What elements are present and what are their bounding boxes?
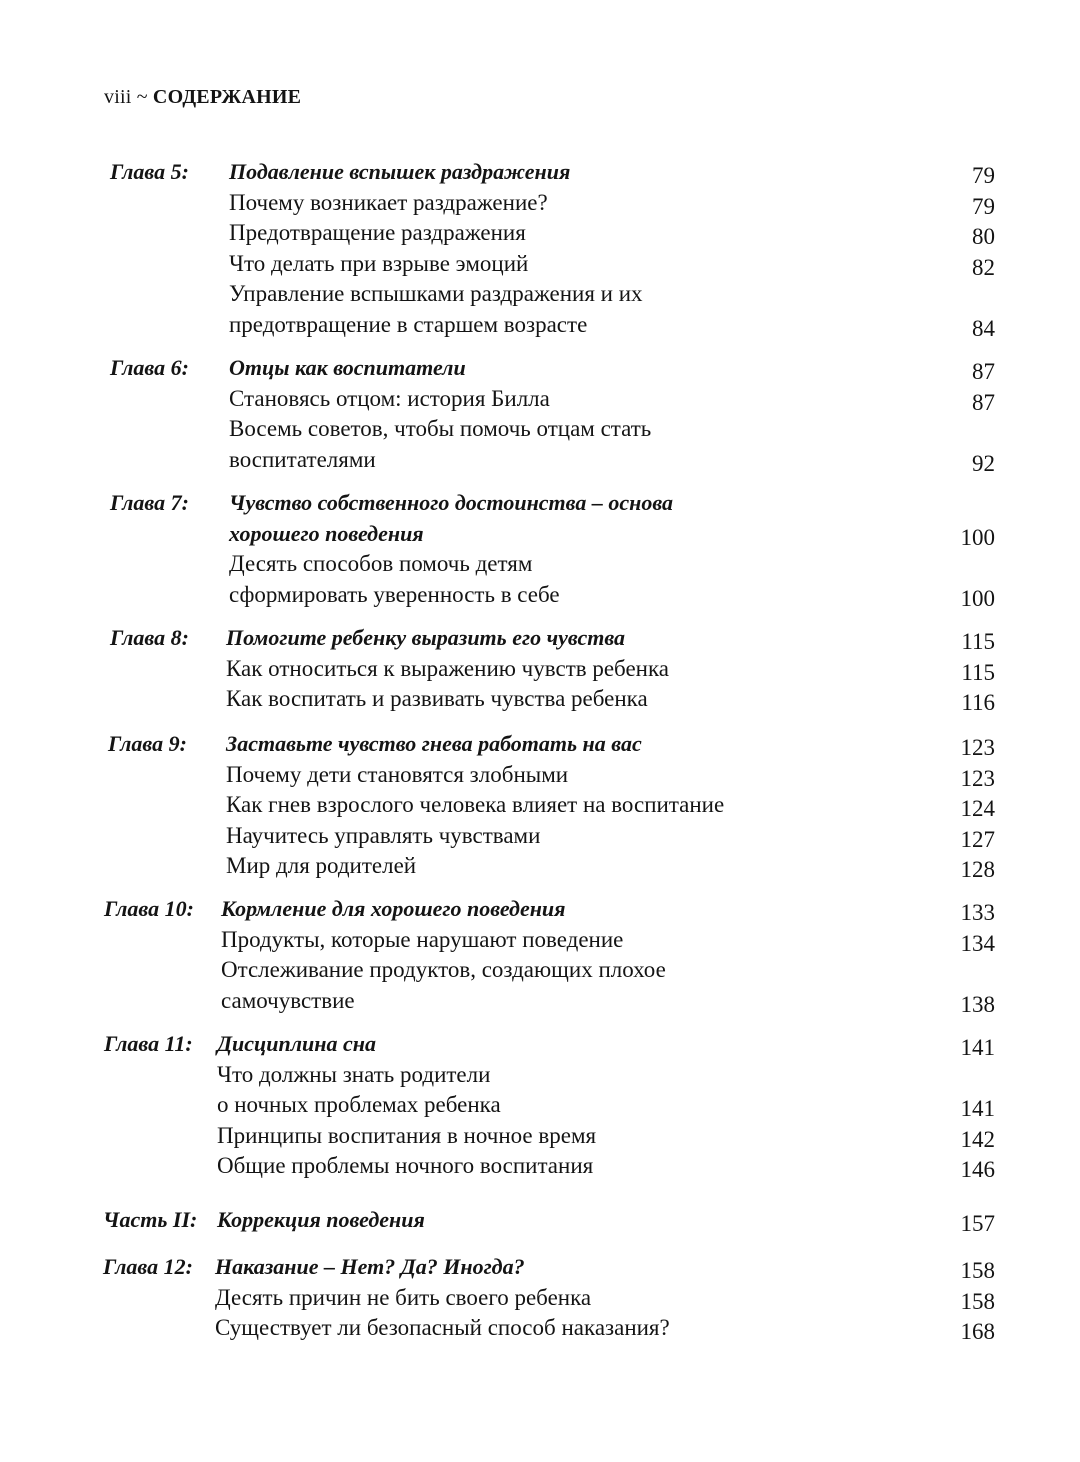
chapter-label: Глава 5: bbox=[110, 159, 189, 184]
entry-page-number: 116 bbox=[961, 690, 995, 715]
chapter-title: Помогите ребенку выразить его чувства bbox=[226, 625, 626, 650]
chapter-label: Часть II: bbox=[103, 1207, 198, 1232]
chapter-title: Чувство собственного достоинства – основа bbox=[229, 490, 673, 515]
header-title: СОДЕРЖАНИЕ bbox=[152, 86, 302, 108]
entry-page-number: 87 bbox=[972, 389, 995, 415]
entry-page-number: 168 bbox=[960, 1319, 995, 1344]
toc-entry: самочувствие bbox=[221, 987, 355, 1013]
toc-entry: о ночных проблемах ребенка bbox=[217, 1092, 501, 1117]
chapter-label: Глава 7: bbox=[110, 490, 189, 515]
chapter-page-number: 115 bbox=[961, 629, 995, 654]
toc-entry: Как относиться к выражению чувств ребенка bbox=[226, 655, 670, 681]
toc-entry: Мир для родителей bbox=[226, 853, 417, 878]
chapter-label: Глава 12: bbox=[103, 1254, 193, 1279]
toc-entry: Становясь отцом: история Билла bbox=[229, 385, 550, 411]
chapter-label: Глава 11: bbox=[104, 1031, 193, 1056]
toc-entry: воспитателями bbox=[229, 446, 376, 472]
entry-page-number: 82 bbox=[972, 254, 995, 280]
entry-page-number: 124 bbox=[960, 796, 995, 821]
chapter-page-number: 100 bbox=[960, 524, 995, 550]
toc-entry: Восемь советов, чтобы помочь отцам стать bbox=[229, 416, 652, 441]
entry-page-number: 158 bbox=[960, 1288, 995, 1314]
chapter-page-number: 133 bbox=[960, 900, 995, 925]
entry-page-number: 142 bbox=[960, 1126, 995, 1152]
chapter-title: Дисциплина сна bbox=[217, 1031, 376, 1056]
chapter-title: Подавление вспышек раздражения bbox=[229, 159, 571, 184]
toc-entry: Почему дети становятся злобными bbox=[226, 761, 569, 787]
entry-page-number: 138 bbox=[960, 991, 995, 1017]
toc-entry: Как воспитать и развивать чувства ребенка bbox=[226, 686, 648, 711]
chapter-label: Глава 10: bbox=[104, 896, 194, 921]
toc-entry: Отслеживание продуктов, создающих плохое bbox=[221, 957, 666, 982]
header-separator: ~ bbox=[136, 86, 148, 108]
toc-entry: Принципы воспитания в ночное время bbox=[217, 1122, 597, 1148]
chapter-label: Глава 8: bbox=[110, 625, 189, 650]
chapter-page-number: 79 bbox=[972, 163, 995, 188]
toc-entry: Что должны знать родители bbox=[217, 1061, 491, 1087]
chapter-title-cont: хорошего поведения bbox=[229, 520, 424, 546]
chapter-label: Глава 6: bbox=[110, 355, 189, 380]
entry-page-number: 84 bbox=[972, 315, 995, 341]
chapter-title: Наказание – Нет? Да? Иногда? bbox=[215, 1254, 525, 1279]
chapter-title: Коррекция поведения bbox=[217, 1207, 425, 1232]
toc-entry: Как гнев взрослого человека влияет на воспитание bbox=[226, 792, 725, 817]
entry-page-number: 100 bbox=[960, 585, 995, 611]
toc-entry: Существует ли безопасный способ наказания? bbox=[215, 1315, 670, 1340]
entry-page-number: 128 bbox=[960, 857, 995, 882]
chapter-page-number: 141 bbox=[960, 1035, 995, 1060]
chapter-title: Заставьте чувство гнева работать на вас bbox=[226, 731, 642, 756]
chapter-page-number: 87 bbox=[972, 359, 995, 384]
toc-entry: Десять причин не бить своего ребенка bbox=[215, 1284, 592, 1310]
entry-page-number: 146 bbox=[960, 1157, 995, 1182]
entry-page-number: 115 bbox=[961, 659, 995, 685]
chapter-page-number: 158 bbox=[960, 1258, 995, 1283]
entry-page-number: 92 bbox=[972, 450, 995, 476]
toc-entry: сформировать уверенность в себе bbox=[229, 581, 560, 607]
toc-entry: Управление вспышками раздражения и их bbox=[229, 281, 643, 306]
toc-entry: Предотвращение раздражения bbox=[229, 220, 526, 245]
toc-entry: Общие проблемы ночного воспитания bbox=[217, 1153, 594, 1178]
chapter-page-number: 123 bbox=[960, 735, 995, 760]
entry-page-number: 79 bbox=[972, 193, 995, 219]
page-number-roman: viii bbox=[104, 86, 132, 108]
chapter-title: Отцы как воспитатели bbox=[229, 355, 466, 380]
toc-entry: предотвращение в старшем возрасте bbox=[229, 311, 588, 337]
toc-entry: Научитесь управлять чувствами bbox=[226, 822, 541, 848]
entry-page-number: 134 bbox=[960, 930, 995, 956]
entry-page-number: 127 bbox=[960, 826, 995, 852]
toc-entry: Почему возникает раздражение? bbox=[229, 189, 548, 215]
toc-entry: Продукты, которые нарушают поведение bbox=[221, 926, 624, 952]
entry-page-number: 123 bbox=[960, 765, 995, 791]
toc-entry: Что делать при взрыве эмоций bbox=[229, 250, 529, 276]
chapter-page-number: 157 bbox=[960, 1211, 995, 1236]
chapter-label: Глава 9: bbox=[108, 731, 187, 756]
entry-page-number: 141 bbox=[960, 1096, 995, 1121]
toc-entry: Десять способов помочь детям bbox=[229, 551, 533, 576]
entry-page-number: 80 bbox=[972, 224, 995, 249]
chapter-title: Кормление для хорошего поведения bbox=[221, 896, 566, 921]
